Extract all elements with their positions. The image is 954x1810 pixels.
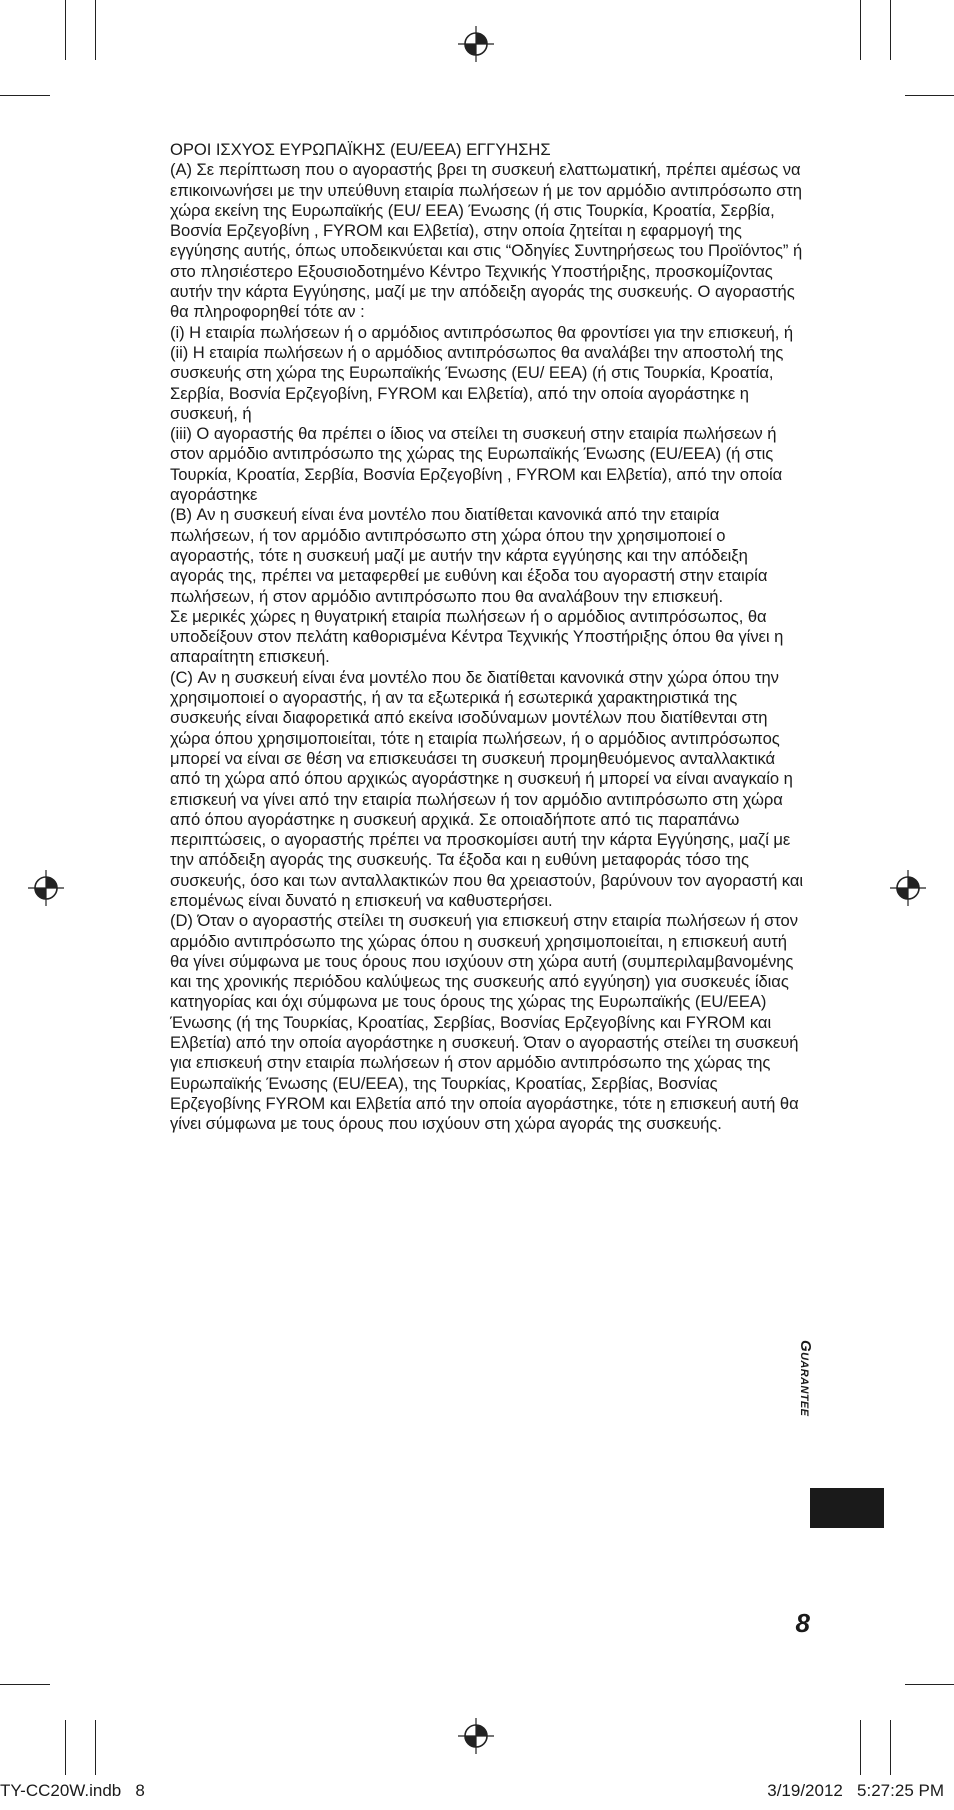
- crop-mark: [65, 1720, 66, 1775]
- footer-file-name: TY-CC20W.indb 8: [0, 1781, 145, 1800]
- registration-crosshair-icon: [458, 1718, 494, 1754]
- crop-mark: [905, 1684, 954, 1685]
- crop-mark: [860, 0, 861, 60]
- terms-paragraph: (B) Αν η συσκευή είναι ένα μοντέλο που διατίθεται κανονικά από την εταιρία πωλήσεων, ή τον αρμόδιο αντιπρόσωπο στη χώρα όπου την χρησιμοποιεί ο αγοραστής, τότε η συσκευή μαζί με αυτήν την κάρτα εγγύησης και την απόδειξη αγοράς της, πρέπει να μεταφερθεί με ευθύνη και έξοδα του αγοραστή στην εταιρία πωλήσεων, ή στον αρμόδιο αντιπρόσωπο που θα αναλάβουν την επισκευή.: [170, 505, 768, 606]
- side-tab-block: [810, 1488, 884, 1528]
- registration-crosshair-icon: [890, 870, 926, 906]
- registration-crosshair-icon: [458, 26, 494, 62]
- footer-timestamp: 3/19/2012 5:27:25 PM: [767, 1781, 944, 1800]
- crop-mark: [95, 0, 96, 60]
- registration-crosshair-icon: [28, 870, 64, 906]
- terms-paragraph: Σε μερικές χώρες η θυγατρική εταιρία πωλήσεων ή ο αρμόδιος αντιπρόσωπος, θα υποδείξουν στον πελάτη καθορισμένα Κέντρα Τεχνικής Υποστήριξης όπου θα γίνει η απαραίτητη επισκευή.: [170, 606, 784, 667]
- terms-paragraph: (ii) Η εταιρία πωλήσεων ή ο αρμόδιος αντιπρόσωπος θα αναλάβει την αποστολή της συσκευής στη χώρα της Ευρωπαϊκής Ένωσης (EU/ EEA) (ή στις Τουρκία, Κροατία, Σερβία, Βοσνία Ερζεγοβίνη, FYROM και Ελβετία), από την οποία αγοράστηκε η συσκευή, ή: [170, 342, 784, 423]
- crop-mark: [0, 1684, 50, 1685]
- guarantee-terms-text: [170, 140, 805, 1135]
- terms-heading: ΟΡΟΙ ΙΣΧΥΟΣ ΕΥΡΩΠΑΪΚΗΣ (EU/EEA) ΕΓΓΥΗΣΗΣ: [170, 140, 551, 159]
- crop-mark: [95, 1720, 96, 1775]
- side-tab: [797, 1340, 880, 1480]
- terms-paragraph: (C) Αν η συσκευή είναι ένα μοντέλο που δε διατίθεται κανονικά στην χώρα όπου την χρησιμοποιεί ο αγοραστής, ή αν τα εξωτερικά ή εσωτερικά χαρακτηριστικά της συσκευής είναι διαφορετικά από εκείνα ισοδύναμων μοντέλων που διατίθενται στη χώρα όπου χρησιμοποιείται, τότε η εταιρία πωλήσεων, ή ο αρμόδιος αντιπρόσωπος μπορεί να είναι σε θέση να επισκευάσει τη συσκευή προμηθευόμενος ανταλλακτικά από τη χώρα από όπου αρχικώς αγοράστηκε η συσκευή ή μπορεί να είναι αναγκαίο η επισκευή να γίνει από την εταιρία πωλήσεων ή τον αρμόδιο αντιπρόσωπο στη χώρα από όπου αγοράστηκε η συσκευή αρχικά. Σε οποιαδήποτε από τις παραπάνω περιπτώσεις, ο αγοραστής πρέπει να προσκομίσει αυτή την κάρτα Εγγύησης, μαζί με την απόδειξη αγοράς της συσκευής. Τα έξοδα και η ευθύνη μεταφοράς τόσο της συσκευής, όσο και των ανταλλακτικών που θα χρειαστούν, βαρύνουν τον αγοραστή και επομένως είναι δυνατό η επισκευή να καθυστερήσει.: [170, 667, 804, 910]
- crop-mark: [890, 1720, 891, 1775]
- crop-mark: [65, 0, 66, 60]
- crop-mark: [860, 1720, 861, 1775]
- crop-mark: [890, 0, 891, 60]
- terms-paragraph: (A) Σε περίπτωση που ο αγοραστής βρει τη συσκευή ελαττωματική, πρέπει αμέσως να επικοινωνήσει με την υπεύθυνη εταιρία πωλήσεων ή με τον αρμόδιο αντιπρόσωπο στη χώρα εκείνη της Ευρωπαϊκής (EU/ EEA) Ένωσης (ή στις Τουρκία, Κροατία, Σερβία, Βοσνία Ερζεγοβίνη , FYROM και Ελβετία), στην οποία ζητείται η εφαρμογή της εγγύησης αυτής, όπως υποδεικνύεται και στις “Οδηγίες Συντηρήσεως του Προϊόντος” ή στο πλησιέστερο Εξουσιοδοτημένο Κέντρο Τεχνικής Υποστήριξης, προσκομίζοντας αυτήν την κάρτα Εγγύησης, μαζί με την απόδειξη αγοράς της συσκευής. Ο αγοραστής θα πληροφορηθεί τότε αν :: [170, 160, 803, 322]
- terms-paragraph: (D) Όταν ο αγοραστής στείλει τη συσκευή για επισκευή στην εταιρία πωλήσεων ή στον αρμόδιο αντιπρόσωπο της χώρας όπου η συσκευή χρησιμοποιείται, η επισκευή αυτή θα γίνει σύμφωνα με τους όρους που ισχύουν στη χώρα αυτή (συμπεριλαμβανομένης και της χρονικής περιόδου καλύψεως της συσκευής από εγγύηση) για συσκευές ίδιας κατηγορίας και όχι σύμφωνα με τους όρους της χώρας της Ευρωπαϊκής (EU/EEA) Ένωσης (ή της Τουρκίας, Κροατίας, Σερβίας, Βοσνίας Ερζεγοβίνης και FYROM και Ελβετία) από την οποία αγοράστηκε η συσκευή. Όταν ο αγοραστής στείλει τη συσκευή για επισκευή στην εταιρία πωλήσεων ή στον αρμόδιο αντιπρόσωπο της χώρας της Ευρωπαϊκής Ένωσης (EU/EEA), της Τουρκίας, Κροατίας, Σερβίας, Βοσνίας Ερζεγοβίνης FYROM και Ελβετία από την οποία αγοράστηκε, τότε η επισκευή αυτή θα γίνει σύμφωνα με τους όρους που ισχύουν στη χώρα αγοράς της συσκευής.: [170, 911, 799, 1134]
- crop-mark: [905, 95, 954, 96]
- terms-paragraph: (i) Η εταιρία πωλήσεων ή ο αρμόδιος αντιπρόσωπος θα φροντίσει για την επισκευή, ή: [170, 322, 794, 342]
- side-tab-label: Guarantee: [797, 1340, 814, 1417]
- page-number: 8: [795, 1608, 810, 1638]
- terms-paragraph: (iii) Ο αγοραστής θα πρέπει ο ίδιος να στείλει τη συσκευή στην εταιρία πωλήσεων ή στον αρμόδιο αντιπρόσωπο της χώρας της Ευρωπαϊκής Ένωσης (EU/EEA) (ή στις Τουρκία, Κροατία, Σερβία, Βοσνία Ερζεγοβίνη , FYROM και Ελβετία), από την οποία αγοράστηκε: [170, 424, 783, 505]
- crop-mark: [0, 95, 50, 96]
